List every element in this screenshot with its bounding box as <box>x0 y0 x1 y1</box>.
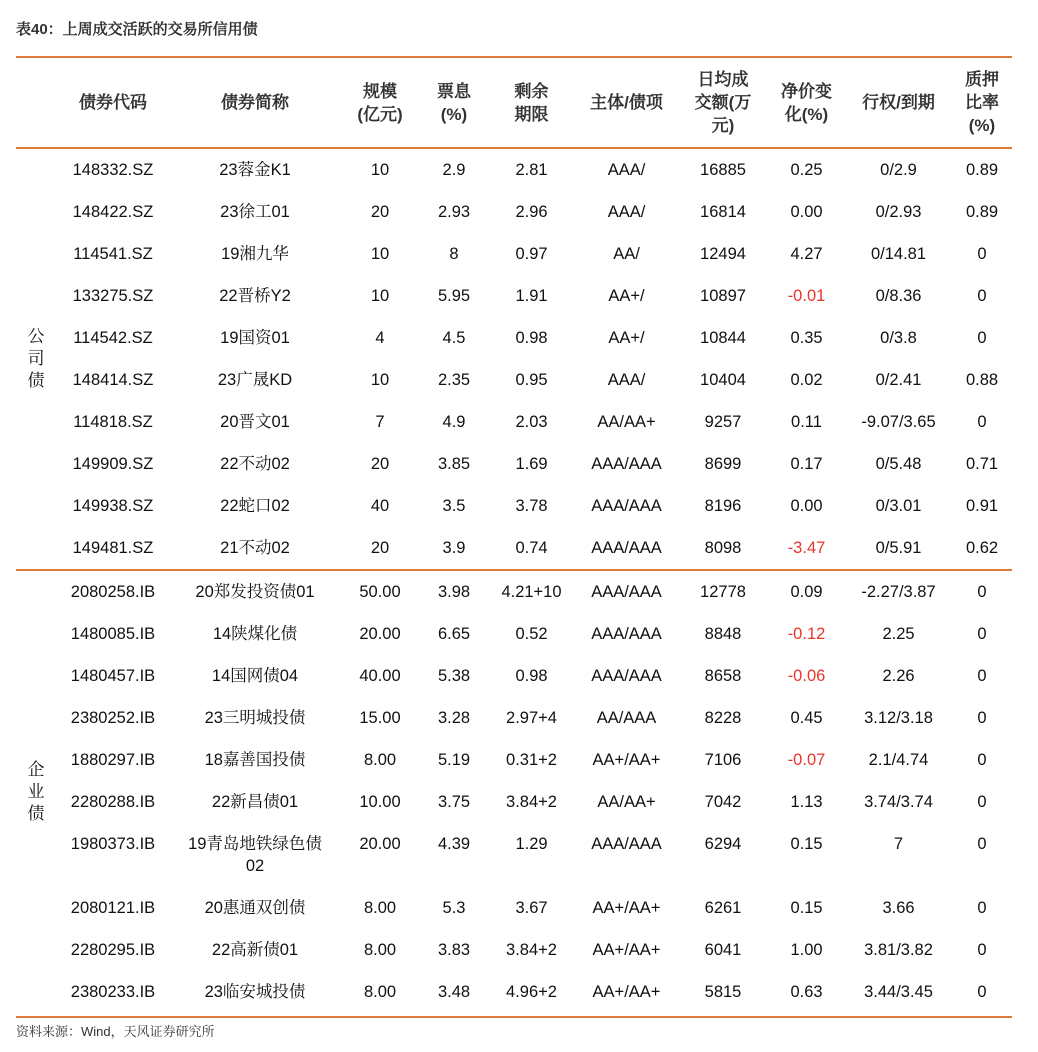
remaining-term-cell: 2.96 <box>515 203 548 221</box>
rating-cell: AA/ <box>613 245 640 263</box>
rating-cell: AAA/AAA <box>575 570 678 613</box>
rating-cell: AA+/ <box>608 287 645 305</box>
bond-name-cell: 18嘉善国投债 <box>204 751 306 769</box>
bond-name-cell: 19青岛地铁绿色债02 <box>188 835 322 875</box>
bottom-rule <box>16 1016 1012 1018</box>
column-header-label: 规模(亿元) <box>357 81 403 124</box>
exercise-maturity-cell: 0/2.41 <box>875 371 922 389</box>
daily-volume-cell: 7106 <box>704 751 742 769</box>
coupon-cell: 2.9 <box>442 161 466 179</box>
coupon-cell: 5.19 <box>437 751 471 769</box>
remaining-term-cell: 0.98 <box>515 667 548 685</box>
price-change-cell: 0.15 <box>790 899 823 917</box>
bond-code-cell: 133275.SZ <box>72 287 154 305</box>
scale-cell: 15.00 <box>359 709 401 727</box>
coupon-cell: 3.85 <box>437 455 471 473</box>
exercise-maturity-cell: -2.27/3.87 <box>845 570 952 613</box>
coupon-cell: 3.48 <box>437 983 471 1001</box>
remaining-term-cell: 1.91 <box>515 287 548 305</box>
pledge-ratio-cell: 0 <box>977 287 987 305</box>
pledge-ratio-cell: 0 <box>977 983 987 1001</box>
scale-cell: 4 <box>375 329 385 347</box>
scale-cell: 20.00 <box>359 835 401 853</box>
pledge-ratio-cell: 0.89 <box>965 203 999 221</box>
column-header <box>56 57 170 148</box>
source-note: 资料来源：Wind，天风证券研究所 <box>16 1024 215 1039</box>
bond-name-cell: 23广晟KD <box>217 371 293 389</box>
column-header <box>678 57 768 148</box>
scale-cell: 20 <box>370 539 390 557</box>
bond-code-cell: 1480085.IB <box>70 625 156 643</box>
table-row <box>16 739 1012 781</box>
pledge-ratio-cell: 0.71 <box>965 455 999 473</box>
table-row <box>16 929 1012 971</box>
table-row <box>16 887 1012 929</box>
daily-volume-cell: 7042 <box>704 793 742 811</box>
pledge-ratio-cell: 0 <box>977 751 987 769</box>
bond-name-cell: 21不动02 <box>220 539 290 557</box>
coupon-cell: 3.83 <box>437 941 471 959</box>
daily-volume-cell: 8848 <box>704 625 742 643</box>
exercise-maturity-cell: 0/2.93 <box>875 203 922 221</box>
table-row <box>16 823 1012 887</box>
daily-volume-cell: 6041 <box>704 941 742 959</box>
scale-cell: 10 <box>370 371 390 389</box>
scale-cell: 50.00 <box>340 570 420 613</box>
column-header-label: 债券简称 <box>221 93 289 112</box>
column-header <box>488 57 575 148</box>
price-change-cell: 0.25 <box>790 161 823 179</box>
price-change-cell: 0.45 <box>790 709 823 727</box>
rating-cell: AAA/AAA <box>591 835 662 853</box>
rating-cell: AA+/ <box>608 329 645 347</box>
daily-volume-cell: 10404 <box>700 371 746 389</box>
coupon-cell: 6.65 <box>437 625 471 643</box>
column-header <box>845 57 952 148</box>
bond-code-cell: 114541.SZ <box>73 245 153 263</box>
price-change-cell: 0.35 <box>790 329 823 347</box>
price-change-cell: 0.63 <box>790 983 823 1001</box>
column-header <box>575 57 678 148</box>
exercise-maturity-cell: 3.44/3.45 <box>864 983 933 1001</box>
table-row <box>16 317 1012 359</box>
bond-name-cell: 14陕煤化债 <box>212 625 298 643</box>
pledge-ratio-cell: 0 <box>977 835 987 853</box>
column-header-label: 剩余期限 <box>514 81 549 124</box>
coupon-cell: 5.3 <box>442 899 466 917</box>
scale-cell: 8.00 <box>363 941 397 959</box>
price-change-cell: 0.00 <box>790 203 823 221</box>
bond-name-cell: 23三明城投债 <box>204 709 306 727</box>
daily-volume-cell: 8098 <box>704 539 742 557</box>
coupon-cell: 5.38 <box>437 667 471 685</box>
remaining-term-cell: 0.95 <box>515 371 548 389</box>
remaining-term-cell: 2.03 <box>515 413 548 431</box>
price-change-cell: 0.09 <box>768 570 845 613</box>
daily-volume-cell: 9257 <box>704 413 742 431</box>
scale-cell: 40 <box>370 497 390 515</box>
rating-cell: AA/AA+ <box>597 413 656 431</box>
table-row <box>16 443 1012 485</box>
rating-cell: AA+/AA+ <box>592 941 661 959</box>
rating-cell: AA/AA+ <box>597 793 656 811</box>
exercise-maturity-cell: 7 <box>893 835 904 853</box>
remaining-term-cell: 3.78 <box>515 497 548 515</box>
exercise-maturity-cell: 2.25 <box>882 625 915 643</box>
table-row <box>16 570 1012 613</box>
table-row <box>16 401 1012 443</box>
coupon-cell: 5.95 <box>437 287 471 305</box>
bond-name-cell: 22高新债01 <box>211 941 299 959</box>
exercise-maturity-cell: 0/3.01 <box>875 497 922 515</box>
rating-cell: AA/AAA <box>596 709 657 727</box>
column-header <box>420 57 488 148</box>
coupon-cell: 2.93 <box>437 203 471 221</box>
bond-code-cell: 1880297.IB <box>70 751 156 769</box>
daily-volume-cell: 6294 <box>704 835 742 853</box>
price-change-cell: -0.12 <box>787 625 826 643</box>
header-row <box>16 57 1012 148</box>
daily-volume-cell: 6261 <box>704 899 742 917</box>
remaining-term-cell: 0.74 <box>515 539 548 557</box>
daily-volume-cell: 10844 <box>700 329 746 347</box>
table-row <box>16 233 1012 275</box>
bond-code-cell: 149481.SZ <box>72 539 154 557</box>
remaining-term-cell: 1.29 <box>515 835 548 853</box>
exercise-maturity-cell: -9.07/3.65 <box>861 413 936 431</box>
bond-name-cell: 22不动02 <box>220 455 290 473</box>
coupon-cell: 3.5 <box>442 497 466 515</box>
price-change-cell: 1.13 <box>790 793 823 811</box>
bond-name-cell: 19湘九华 <box>221 245 289 263</box>
daily-volume-cell: 16885 <box>700 161 746 179</box>
exercise-maturity-cell: 0/5.91 <box>875 539 922 557</box>
daily-volume-cell: 8196 <box>704 497 742 515</box>
coupon-cell: 4.5 <box>442 329 466 347</box>
bond-name-cell: 23临安城投债 <box>204 983 306 1001</box>
bond-name-cell: 22新昌债01 <box>211 793 299 811</box>
price-change-cell: 0.11 <box>791 413 822 431</box>
column-header <box>340 57 420 148</box>
pledge-ratio-cell: 0 <box>977 245 987 263</box>
daily-volume-cell: 12494 <box>700 245 746 263</box>
bond-code-cell: 149909.SZ <box>72 455 154 473</box>
remaining-term-cell: 3.84+2 <box>506 941 557 959</box>
coupon-cell: 3.75 <box>437 793 471 811</box>
daily-volume-cell: 8699 <box>704 455 742 473</box>
coupon-cell: 4.39 <box>437 835 471 853</box>
pledge-ratio-cell: 0.88 <box>965 371 999 389</box>
rating-cell: AAA/ <box>607 203 646 221</box>
rating-cell: AA+/AA+ <box>592 751 661 769</box>
pledge-ratio-cell: 0 <box>977 941 987 959</box>
table-row <box>16 613 1012 655</box>
column-header-label: 主体/债项 <box>590 93 663 112</box>
bond-name-cell: 19国资01 <box>220 329 290 347</box>
column-header <box>952 57 1012 148</box>
scale-cell: 10.00 <box>359 793 401 811</box>
exercise-maturity-cell: 3.12/3.18 <box>864 709 933 727</box>
bond-name-cell: 23蓉金K1 <box>219 161 291 179</box>
remaining-term-cell: 3.67 <box>515 899 548 917</box>
remaining-term-cell: 4.21+10 <box>488 570 575 613</box>
scale-cell: 10 <box>370 287 390 305</box>
daily-volume-cell: 12778 <box>678 570 768 613</box>
bond-name-cell: 20郑发投资债01 <box>170 570 340 613</box>
bond-code-cell: 148414.SZ <box>72 371 154 389</box>
table-row <box>16 781 1012 823</box>
scale-cell: 8.00 <box>363 899 397 917</box>
scale-cell: 20 <box>370 455 390 473</box>
bond-code-cell: 1480457.IB <box>70 667 156 685</box>
pledge-ratio-cell: 0 <box>952 570 1012 613</box>
rating-cell: AAA/AAA <box>591 497 662 515</box>
remaining-term-cell: 3.84+2 <box>506 793 557 811</box>
scale-cell: 10 <box>370 245 390 263</box>
scale-cell: 7 <box>375 413 385 431</box>
bond-name-cell: 22蛇口02 <box>220 497 290 515</box>
table-row <box>16 971 1012 1013</box>
rating-cell: AAA/AAA <box>591 455 662 473</box>
rating-cell: AAA/AAA <box>591 625 662 643</box>
coupon-cell: 2.35 <box>437 371 471 389</box>
remaining-term-cell: 0.98 <box>515 329 548 347</box>
bond-code-cell: 148332.SZ <box>72 161 154 179</box>
price-change-cell: 1.00 <box>790 941 823 959</box>
coupon-cell: 4.9 <box>442 413 466 431</box>
bond-name-cell: 20惠通双创债 <box>204 899 306 917</box>
scale-cell: 8.00 <box>363 751 397 769</box>
exercise-maturity-cell: 2.1/4.74 <box>868 751 929 769</box>
bond-name-cell: 22晋桥Y2 <box>219 287 291 305</box>
pledge-ratio-cell: 0 <box>977 413 987 431</box>
daily-volume-cell: 5815 <box>704 983 742 1001</box>
remaining-term-cell: 2.97+4 <box>506 709 557 727</box>
pledge-ratio-cell: 0.89 <box>965 161 999 179</box>
price-change-cell: 0.17 <box>790 455 823 473</box>
bond-code-cell: 2380233.IB <box>70 983 156 1001</box>
bond-code-cell: 2080258.IB <box>56 570 170 613</box>
exercise-maturity-cell: 0/14.81 <box>870 245 927 263</box>
remaining-term-cell: 0.52 <box>515 625 548 643</box>
bond-table <box>16 56 1012 1013</box>
column-header-label: 质押比率(%) <box>965 70 999 135</box>
price-change-cell: -3.47 <box>787 539 826 557</box>
remaining-term-cell: 2.81 <box>515 161 548 179</box>
group-label: 公司债 <box>27 327 45 390</box>
exercise-maturity-cell: 0/5.48 <box>875 455 922 473</box>
price-change-cell: 0.15 <box>790 835 823 853</box>
bond-code-cell: 114818.SZ <box>73 413 153 431</box>
pledge-ratio-cell: 0 <box>977 329 987 347</box>
scale-cell: 20 <box>370 203 390 221</box>
price-change-cell: 0.02 <box>790 371 823 389</box>
pledge-ratio-cell: 0.91 <box>965 497 999 515</box>
pledge-ratio-cell: 0 <box>977 667 987 685</box>
bond-name-cell: 14国网债04 <box>211 667 299 685</box>
bond-code-cell: 149938.SZ <box>72 497 154 515</box>
table-row <box>16 148 1012 191</box>
table-row <box>16 527 1012 570</box>
pledge-ratio-cell: 0 <box>977 899 987 917</box>
price-change-cell: -0.06 <box>787 667 826 685</box>
price-change-cell: -0.01 <box>787 287 826 305</box>
table-row <box>16 655 1012 697</box>
rating-cell: AAA/AAA <box>591 539 662 557</box>
bond-code-cell: 2080121.IB <box>70 899 156 917</box>
table-row <box>16 191 1012 233</box>
bond-code-cell: 148422.SZ <box>72 203 154 221</box>
bond-name-cell: 23徐工01 <box>220 203 290 221</box>
column-header <box>768 57 845 148</box>
table-row <box>16 485 1012 527</box>
exercise-maturity-cell: 0/3.8 <box>880 329 917 347</box>
bond-code-cell: 114542.SZ <box>73 329 153 347</box>
rating-cell: AAA/AAA <box>591 667 662 685</box>
remaining-term-cell: 0.97 <box>515 245 548 263</box>
scale-cell: 10 <box>370 161 390 179</box>
coupon-cell: 8 <box>449 245 459 263</box>
bond-code-cell: 2280295.IB <box>70 941 156 959</box>
exercise-maturity-cell: 3.66 <box>882 899 915 917</box>
table-row <box>16 359 1012 401</box>
scale-cell: 40.00 <box>359 667 401 685</box>
daily-volume-cell: 8228 <box>704 709 742 727</box>
group-cell <box>16 148 56 570</box>
pledge-ratio-cell: 0 <box>977 625 987 643</box>
coupon-cell: 3.9 <box>442 539 466 557</box>
rating-cell: AAA/ <box>607 161 646 179</box>
remaining-term-cell: 1.69 <box>515 455 548 473</box>
rating-cell: AAA/ <box>607 371 646 389</box>
exercise-maturity-cell: 2.26 <box>882 667 915 685</box>
group-label: 企业债 <box>27 760 45 823</box>
price-change-cell: -0.07 <box>787 751 826 769</box>
group-cell <box>16 570 56 1013</box>
rating-cell: AA+/AA+ <box>592 983 661 1001</box>
pledge-ratio-cell: 0 <box>977 793 987 811</box>
daily-volume-cell: 16814 <box>700 203 746 221</box>
table-row <box>16 275 1012 317</box>
pledge-ratio-cell: 0.62 <box>965 539 999 557</box>
column-header-label: 净价变化(%) <box>781 81 832 124</box>
daily-volume-cell: 8658 <box>704 667 742 685</box>
exercise-maturity-cell: 3.74/3.74 <box>864 793 933 811</box>
exercise-maturity-cell: 3.81/3.82 <box>864 941 933 959</box>
table-title: 表40：上周成交活跃的交易所信用债 <box>16 21 258 38</box>
scale-cell: 8.00 <box>363 983 397 1001</box>
table-row <box>16 697 1012 739</box>
column-header-label: 票息(%) <box>437 81 471 124</box>
remaining-term-cell: 4.96+2 <box>506 983 557 1001</box>
column-header-label: 日均成交额(万元) <box>694 70 752 135</box>
price-change-cell: 4.27 <box>790 245 823 263</box>
header-group <box>16 57 56 148</box>
bond-code-cell: 1980373.IB <box>70 835 156 853</box>
exercise-maturity-cell: 0/8.36 <box>875 287 922 305</box>
bond-name-cell: 20晋文01 <box>220 413 290 431</box>
coupon-cell: 3.28 <box>437 709 471 727</box>
rating-cell: AA+/AA+ <box>592 899 661 917</box>
column-header <box>170 57 340 148</box>
remaining-term-cell: 0.31+2 <box>506 751 557 769</box>
column-header-label: 债券代码 <box>79 93 147 112</box>
exercise-maturity-cell: 0/2.9 <box>880 161 917 179</box>
bond-code-cell: 2380252.IB <box>70 709 156 727</box>
bond-code-cell: 2280288.IB <box>70 793 156 811</box>
daily-volume-cell: 10897 <box>700 287 746 305</box>
pledge-ratio-cell: 0 <box>977 709 987 727</box>
price-change-cell: 0.00 <box>790 497 823 515</box>
scale-cell: 20.00 <box>359 625 401 643</box>
coupon-cell: 3.98 <box>420 570 488 613</box>
column-header-label: 行权/到期 <box>862 93 935 112</box>
